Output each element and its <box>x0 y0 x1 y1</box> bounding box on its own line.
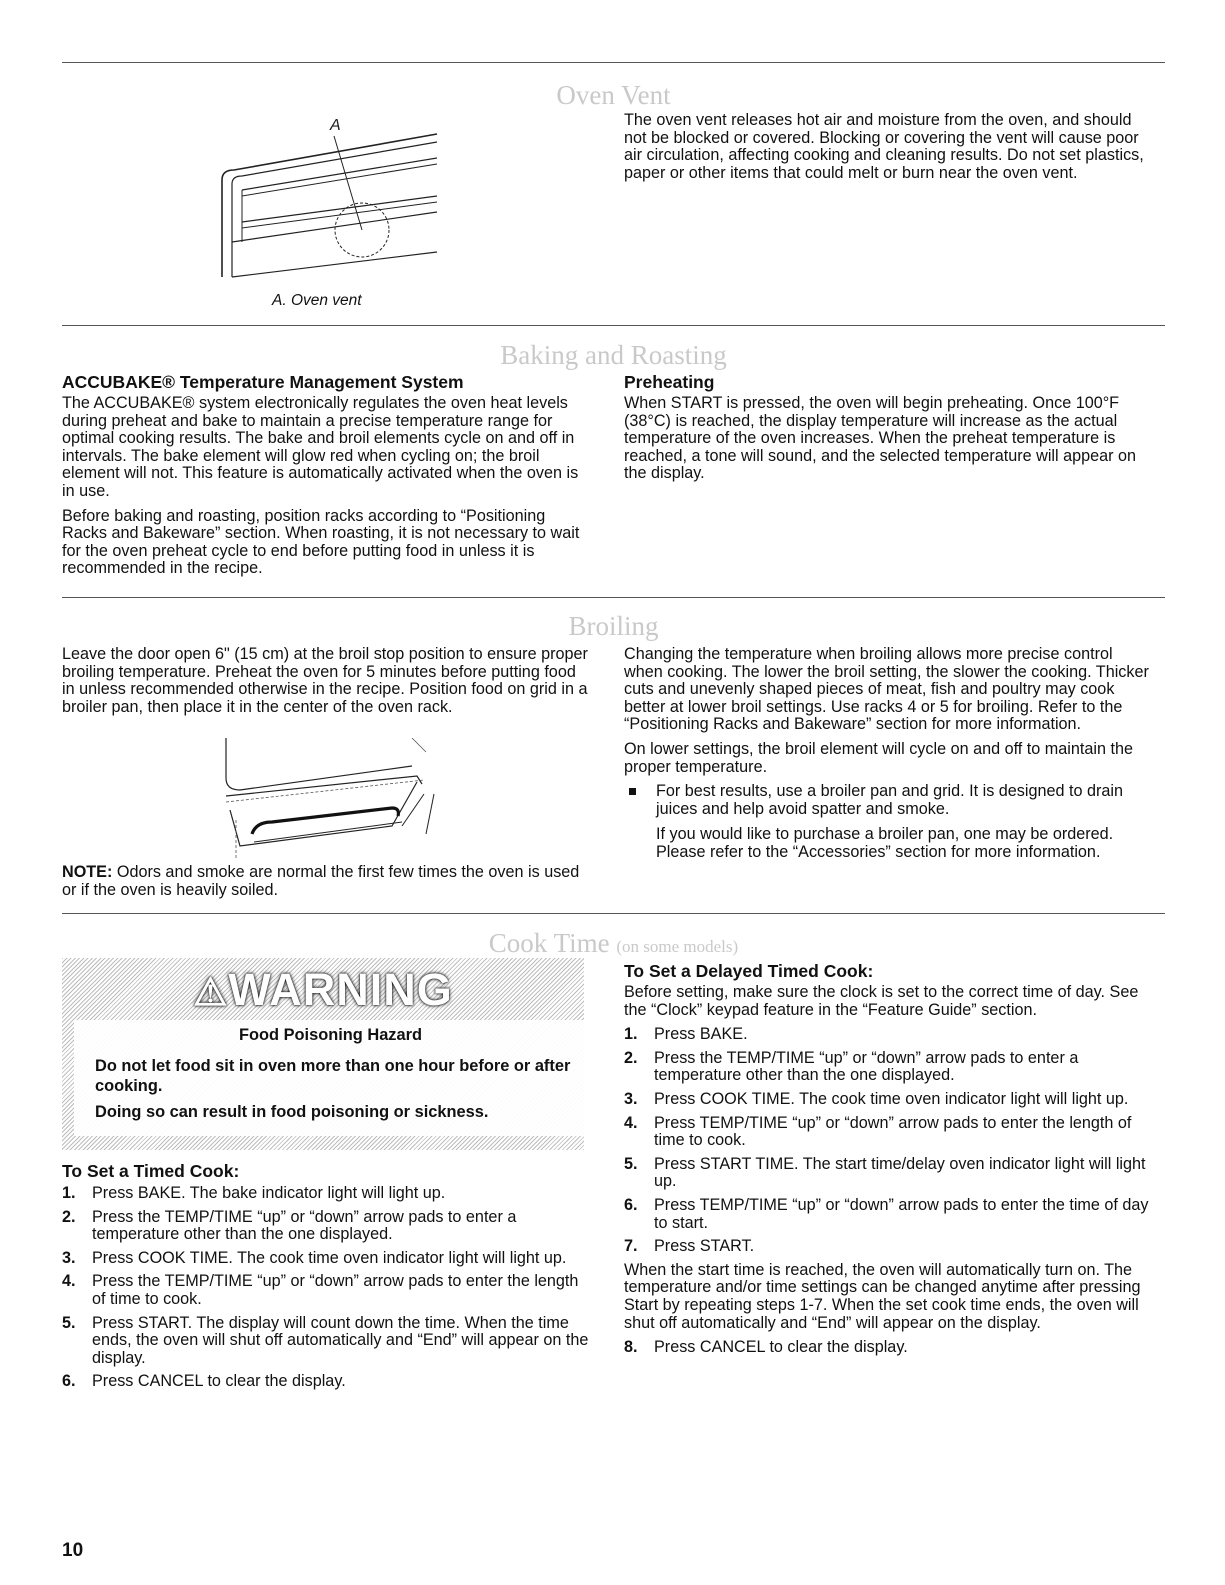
warning-word: WARNING <box>228 964 453 1015</box>
bullet-text: For best results, use a broiler pan and grid. It is designed to drain juices and help avoid spatter and smoke. <box>656 782 1123 818</box>
accubake-column <box>62 372 592 585</box>
delayed-step: 4. Press TEMP/TIME “up” or “down” arrow pads to enter the length of time to cook. <box>624 1113 1132 1150</box>
timed-step: 1. Press BAKE. The bake indicator light will light up. <box>62 1184 446 1202</box>
figure-caption: A. Oven vent <box>272 292 362 309</box>
delayed-step: 2. Press the TEMP/TIME “up” or “down” arrow pads to enter a temperature other than the one displayed. <box>624 1048 1079 1085</box>
delayed-step: 5. Press START TIME. The start time/delay oven indicator light will light up. <box>624 1154 1146 1191</box>
broiling-left-text: Leave the door open 6" (15 cm) at the broil stop position to ensure proper broiling temperature. Preheat the oven for 5 minutes before putting food in unless recommended otherwise in the recipe. Position food on grid in a broiler pan, then place it in the center of the oven rack. <box>62 645 588 716</box>
warning-triangle-icon: ⚠ <box>193 972 229 1014</box>
delayed-cook-heading: To Set a Delayed Timed Cook: <box>624 961 874 981</box>
timed-cook-heading: To Set a Timed Cook: <box>62 1161 240 1181</box>
preheating-column <box>624 372 1154 490</box>
broiler-door-illustration <box>212 738 457 860</box>
delayed-step: 7. Press START. <box>624 1237 755 1256</box>
accubake-paragraph-2: Before baking and roasting, position racks according to “Positioning Racks and Bakeware” section. When roasting, it is not necessary to wait for the oven preheat cycle to end before putting food in unless it is recommended in the recipe. <box>62 506 580 578</box>
broiling-note <box>62 864 592 899</box>
timed-step: 5. Press START. The display will count down the time. When the time ends, the oven will shut off automatically and “End” will appear on the display. <box>62 1313 589 1367</box>
broiling-bullet <box>624 783 1154 818</box>
page-number: 10 <box>62 1540 84 1561</box>
cook-time-title: Cook Time <box>488 928 610 958</box>
delayed-step: 8. Press CANCEL to clear the display. <box>624 1338 908 1357</box>
delayed-cook-steps <box>624 1026 1154 1256</box>
warning-title <box>62 964 584 1016</box>
note-text: Odors and smoke are normal the first few times the oven is used or if the oven is heavily soiled. <box>62 863 580 899</box>
broiling-right-paragraph-2: On lower settings, the broil element will cycle on and off to maintain the proper temperature. <box>624 739 1133 776</box>
accubake-paragraph-1: The ACCUBAKE® system electronically regulates the oven heat levels during preheat and bake to maintain a precise temperature range for optimal cooking results. The bake and broil elements cycle on and off in intervals. The bake element will glow red when cycling on; the broil element will not. This feature is automatically activated when the oven is in use. <box>62 394 579 500</box>
timed-step: 4. Press the TEMP/TIME “up” or “down” arrow pads to enter the length of time to cook. <box>62 1272 579 1308</box>
section-title-broiling: Broiling <box>568 611 659 641</box>
section-rule <box>62 325 1165 326</box>
broiling-right-column <box>624 646 1154 862</box>
section-title-baking: Baking and Roasting <box>500 340 727 370</box>
section-rule <box>62 913 1165 914</box>
delayed-cook-intro: Before setting, make sure the clock is set to the correct time of day. See the “Clock” keypad feature in the “Feature Guide” section. <box>624 983 1139 1019</box>
oven-vent-illustration <box>212 112 452 292</box>
section-rule <box>62 62 1165 63</box>
vent-label-a: A <box>330 117 341 134</box>
delayed-cook-final-step <box>624 1339 1154 1357</box>
preheating-heading: Preheating <box>624 372 715 392</box>
warning-content <box>74 1020 587 1136</box>
timed-step: 3. Press COOK TIME. The cook time oven indicator light will light up. <box>62 1248 567 1267</box>
note-label: NOTE: <box>62 863 113 881</box>
accubake-heading: ACCUBAKE® Temperature Management System <box>62 372 464 392</box>
bullet-square-icon <box>629 788 636 795</box>
section-title-oven-vent: Oven Vent <box>556 80 671 110</box>
delayed-step: 1. Press BAKE. <box>624 1025 748 1044</box>
broiling-right-paragraph-1: Changing the temperature when broiling allows more precise control when cooking. The lower the broil setting, the slower the cooking. Thicker cuts and unevenly shaped pieces of meat, fish and poultry may cook better at lower broil settings. Use racks 4 or 5 for broiling. Refer to the “Positioning Racks and Bakeware” section for more information. <box>624 645 1149 734</box>
warning-box <box>62 958 584 1150</box>
preheating-paragraph: When START is pressed, the oven will begin preheating. Once 100°F (38°C) is reached, the display temperature will increase as the actual temperature of the oven increases. When the preheat temperature is reached, a tone will sound, and the selected temperature will appear on the display. <box>624 394 1137 483</box>
timed-cook-column <box>62 1161 592 1397</box>
cook-time-title-suffix: (on some models) <box>616 937 739 956</box>
warning-hazard: Food Poisoning Hazard <box>238 1026 423 1044</box>
section-title-cook-time <box>62 928 1165 959</box>
section-rule <box>62 597 1165 598</box>
delayed-step: 3. Press COOK TIME. The cook time oven indicator light will light up. <box>624 1089 1129 1108</box>
timed-step: 2. Press the TEMP/TIME “up” or “down” arrow pads to enter a temperature other than the one displayed. <box>62 1207 517 1244</box>
warning-line-2: Doing so can result in food poisoning or sickness. <box>95 1103 489 1121</box>
delayed-cook-column <box>624 961 1154 1363</box>
warning-line-1: Do not let food sit in oven more than one hour before or after cooking. <box>95 1057 571 1095</box>
delayed-cook-after: When the start time is reached, the oven will automatically turn on. The temperature and/or time settings can be changed anytime after pressing Start by repeating steps 1-7. When the set cook time ends, the oven will shut off automatically and “End” will appear on the display. <box>624 1260 1141 1332</box>
bullet-follow-text: If you would like to purchase a broiler pan, one may be ordered. Please refer to the “Accessories” section for more information. <box>656 825 1114 861</box>
delayed-step: 6. Press TEMP/TIME “up” or “down” arrow pads to enter the time of day to start. <box>624 1195 1149 1232</box>
timed-step: 6. Press CANCEL to clear the display. <box>62 1372 346 1391</box>
oven-vent-text: The oven vent releases hot air and moisture from the oven, and should not be blocked or covered. Blocking or covering the vent will cause poor air circulation, affecting cooking and cleaning results. Do not set plastics, paper or other items that could melt or burn near the oven vent. <box>624 111 1144 182</box>
timed-cook-steps <box>62 1185 592 1391</box>
